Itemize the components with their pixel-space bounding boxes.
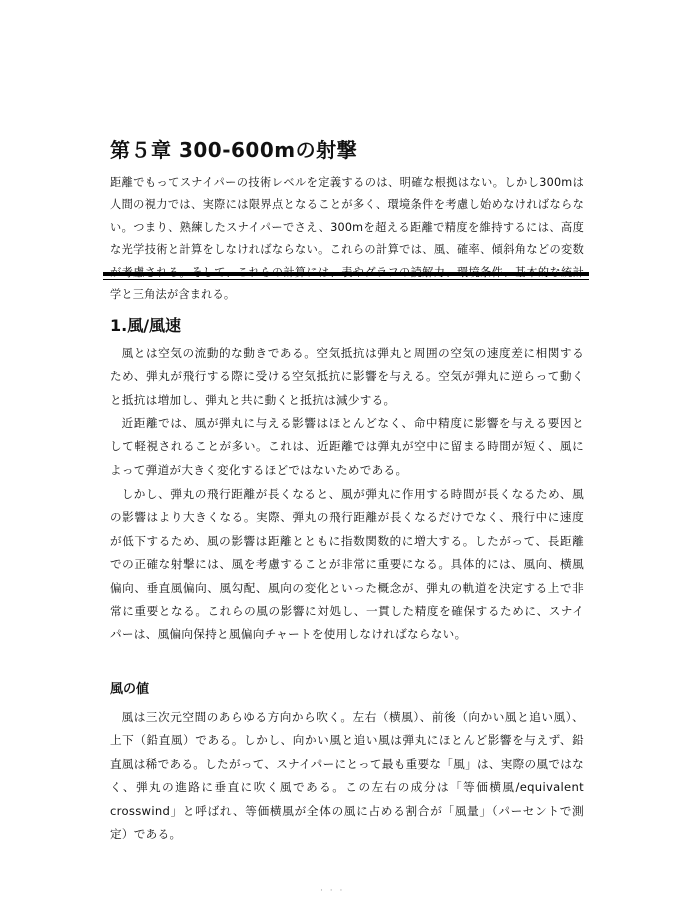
divider-thick [103, 272, 589, 276]
body-paragraph: 近距離では、風が弾丸に与える影響はほとんどなく、命中精度に影響を与える要因として軽視されることが多い。これは、近距離では弾丸が空中に留まる時間が短く、風によって弾道が大きく変化するほどではないためである。 [110, 416, 584, 477]
divider-thin [103, 279, 589, 280]
chapter-intro: 距離でもってスナイパーの技術レベルを定義するのは、明確な根拠はない。しかし300mは人間の視力では、実際には限界点となることが多く、環境条件を考慮し始めなければならない。つまり、熟練したスナイパーでさえ、300mを超える距離で精度を維持するには、高度な光学技術と計算をしなければならない。これらの計算では、風、確率、傾斜角などの変数 学と三角法が含まれる。 [110, 176, 584, 302]
chapter-title: 第５章 300-600mの射撃 [110, 138, 358, 162]
section-heading: 1.風/風速 [110, 316, 182, 335]
page-marker: · · · [320, 886, 345, 896]
subsection-heading: 風の値 [110, 682, 150, 697]
body-paragraph: 風は三次元空間のあらゆる方向から吹く。左右（横風）、前後（向かい風と追い風）、上下（鉛直風）である。しかし、向かい風と追い風は弾丸にほとんど影響を与えず、鉛直風は稀である。したがって、スナイパーにとって最も重要な「風」は、実際の風ではなく、弾丸の進路に垂直に吹く風である。この左右の成分は「等価横風/equivalent crosswind」と呼ばれ、等価横風が全体の風に占める割合が「風量」（パーセントで測定）である。 [110, 710, 585, 842]
body-paragraph: 風とは空気の流動的な動きである。空気抵抗は弾丸と周囲の空気の速度差に相関するため、弾丸が飛行する際に受ける空気抵抗に影響を与える。空気が弾丸に逆らって動くと抵抗は増加し、弾丸と共に動くと抵抗は減少する。 [110, 346, 584, 407]
body-paragraph: しかし、弾丸の飛行距離が長くなると、風が弾丸に作用する時間が長くなるため、風の影響はより大きくなる。実際、弾丸の飛行距離が長くなるだけでなく、飛行中に速度が低下するため、風の影響は距離とともに指数関数的に増大する。したがって、長距離での正確な射撃には、風を考慮することが非常に重要になる。具体的には、風向、横風偏向、垂直風偏向、風勾配、風向の変化といった概念が、弾丸の軌道を決定する上で非常に重要となる。これらの風の影響に対処し、一貫した精度を確保するために、スナイパーは、風偏向保持と風偏向チャートを使用しなければならない。 [110, 487, 584, 642]
